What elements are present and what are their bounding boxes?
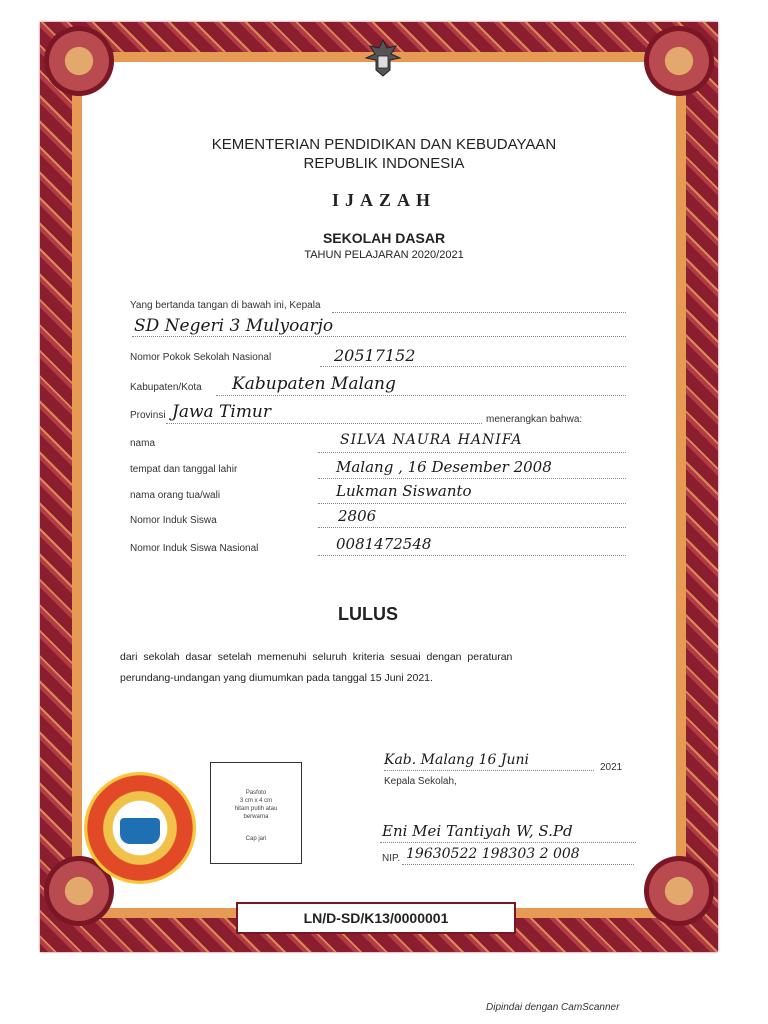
signature-place-date: Kab. Malang 16 Juni xyxy=(384,752,529,768)
parent-value: Lukman Siswanto xyxy=(336,482,472,500)
dotted-line xyxy=(216,395,626,396)
npsn-label: Nomor Pokok Sekolah Nasional xyxy=(130,352,272,363)
photo-line1: Pasfoto xyxy=(245,790,267,796)
photo-line2: 3 cm x 4 cm xyxy=(239,798,273,804)
nis-value: 2806 xyxy=(338,507,377,525)
birth-value: Malang , 16 Desember 2008 xyxy=(336,458,552,476)
declares-text: menerangkan bahwa: xyxy=(486,414,583,425)
npsn-value: 20517152 xyxy=(334,346,416,365)
parent-label: nama orang tua/wali xyxy=(130,490,221,501)
photo-line3: hitam putih atau xyxy=(234,806,278,812)
nip-label: NIP. xyxy=(382,853,401,864)
signature-role: Kepala Sekolah, xyxy=(384,776,457,787)
dotted-line xyxy=(318,478,626,479)
regency-value: Kabupaten Malang xyxy=(232,374,396,394)
dotted-line xyxy=(332,312,626,313)
province-value: Jawa Timur xyxy=(172,402,272,422)
corner-ornament-top-left xyxy=(44,26,114,96)
ministry-line1: KEMENTERIAN PENDIDIKAN DAN KEBUDAYAAN xyxy=(211,136,557,153)
photo-line5: Cap jari xyxy=(245,836,267,842)
dotted-line xyxy=(318,503,626,504)
serial-number: LN/D-SD/K13/0000001 xyxy=(236,902,516,934)
name-label: nama xyxy=(130,438,156,449)
dotted-line xyxy=(380,842,636,843)
school-level: SEKOLAH DASAR xyxy=(322,230,446,246)
nip-value: 19630522 198303 2 008 xyxy=(406,846,580,862)
result-line1: dari sekolah dasar setelah memenuhi seluruh kriteria sesuai dengan peraturan xyxy=(120,651,513,663)
corner-ornament-bottom-right xyxy=(644,856,714,926)
signature-year: 2021 xyxy=(600,762,623,773)
dotted-line xyxy=(132,336,626,337)
school-name: SD Negeri 3 Mulyoarjo xyxy=(134,316,334,336)
document-title: IJAZAH xyxy=(331,190,436,210)
dotted-line xyxy=(318,555,626,556)
dotted-line xyxy=(384,770,594,771)
province-label: Provinsi xyxy=(130,410,166,421)
regency-label: Kabupaten/Kota xyxy=(130,382,202,393)
dotted-line xyxy=(166,423,482,424)
dotted-line xyxy=(318,527,626,528)
dotted-line xyxy=(320,366,626,367)
ministry-line2: REPUBLIK INDONESIA xyxy=(303,155,465,172)
student-name: SILVA NAURA HANIFA xyxy=(340,432,523,448)
status-lulus: LULUS xyxy=(338,604,398,624)
photo-line4: berwarna xyxy=(243,814,269,820)
corner-ornament-top-right xyxy=(644,26,714,96)
birth-label: tempat dan tanggal lahir xyxy=(130,464,238,475)
tut-wuri-logo-icon xyxy=(120,818,160,844)
nis-label: Nomor Induk Siswa xyxy=(130,515,217,526)
dotted-line xyxy=(318,452,626,453)
nisn-label: Nomor Induk Siswa Nasional xyxy=(130,543,259,554)
nisn-value: 0081472548 xyxy=(336,535,432,553)
academic-year: TAHUN PELAJARAN 2020/2021 xyxy=(304,249,464,261)
principal-name: Eni Mei Tantiyah W, S.Pd xyxy=(382,822,573,840)
photo-placeholder xyxy=(210,762,302,864)
dotted-line xyxy=(402,864,634,865)
garuda-emblem-icon xyxy=(360,36,406,82)
intro-text: Yang bertanda tangan di bawah ini, Kepala xyxy=(130,300,321,311)
scanner-footer: Dipindai dengan CamScanner xyxy=(486,1002,620,1013)
result-line2: perundang-undangan yang diumumkan pada tanggal 15 Juni 2021. xyxy=(120,672,433,684)
